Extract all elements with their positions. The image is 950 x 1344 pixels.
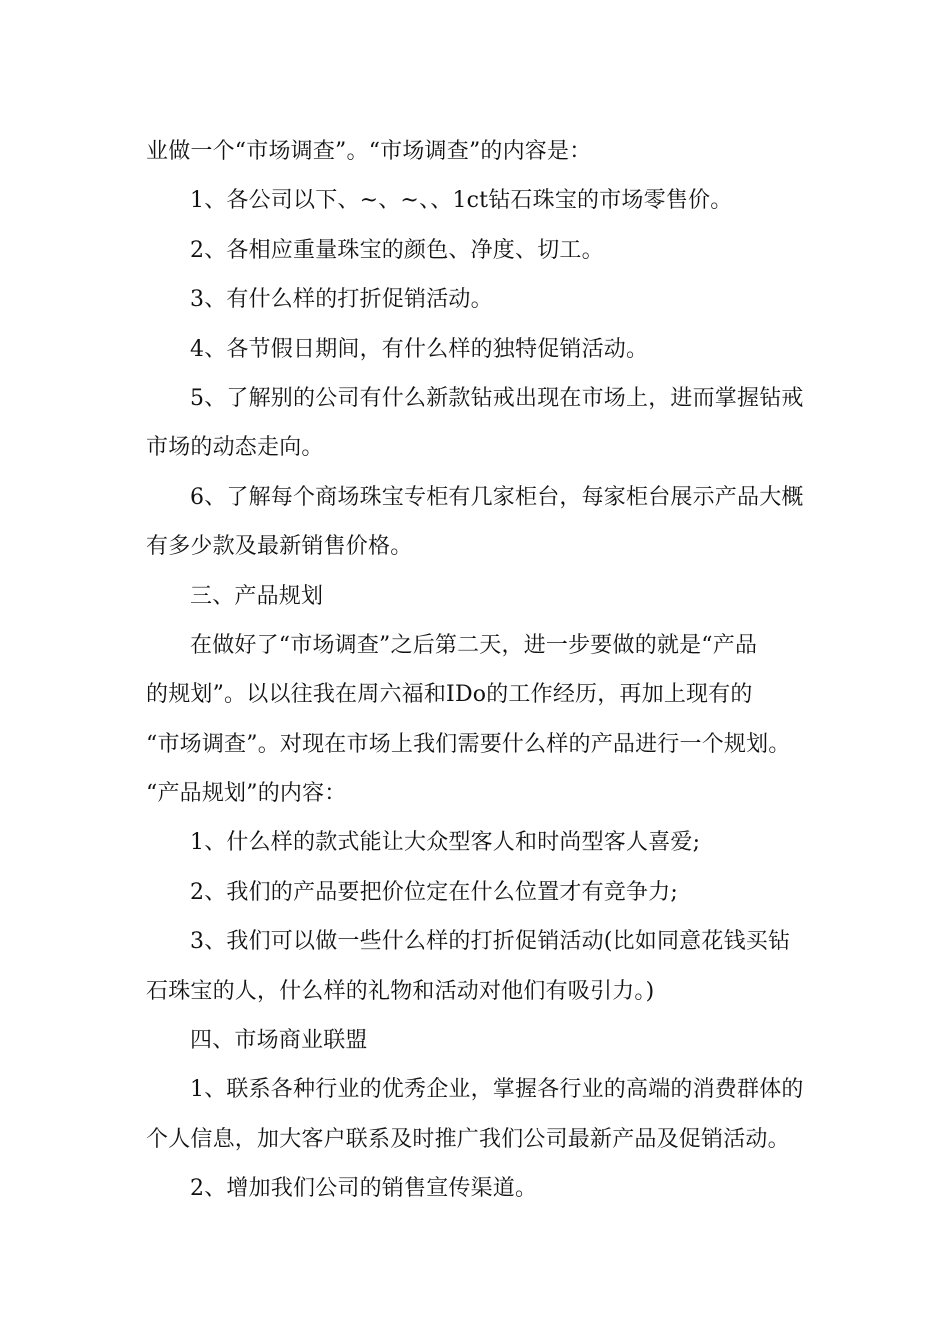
section-heading: 四、市场商业联盟 (190, 1028, 368, 1054)
text-line: 石珠宝的人，什么样的礼物和活动对他们有吸引力。) (146, 978, 655, 1004)
text-line: 4、各节假日期间，有什么样的独特促销活动。 (190, 336, 649, 362)
text-line: 在做好了“市场调查”之后第二天，进一步要做的就是“产品 (190, 632, 758, 658)
text-line: 3、我们可以做一些什么样的打折促销活动(比如同意花钱买钻 (190, 929, 791, 955)
text-line: 1、什么样的款式能让大众型客人和时尚型客人喜爱; (190, 830, 701, 856)
text-line: 个人信息，加大客户联系及时推广我们公司最新产品及促销活动。 (146, 1126, 790, 1152)
text-line: 有多少款及最新销售价格。 (146, 534, 413, 560)
text-line: 3、有什么样的打折促销活动。 (190, 287, 493, 313)
text-line: 2、增加我们公司的销售宣传渠道。 (190, 1176, 538, 1202)
document-body (146, 127, 826, 1214)
text-line: 的规划”。以以往我在周六福和IDo的工作经历，再加上现有的 (146, 682, 753, 708)
text-line: 2、各相应重量珠宝的颜色、净度、切工。 (190, 237, 604, 263)
text-line: “产品规划”的内容： (146, 781, 347, 807)
text-line: 1、联系各种行业的优秀企业，掌握各行业的高端的消费群体的 (190, 1077, 804, 1103)
text-line: 2、我们的产品要把价位定在什么位置才有竞争力; (190, 879, 679, 905)
section-heading: 三、产品规划 (190, 583, 324, 609)
text-line: 市场的动态走向。 (146, 435, 324, 461)
text-line: 6、了解每个商场珠宝专柜有几家柜台，每家柜台展示产品大概 (190, 484, 804, 510)
text-line: 1、各公司以下、~、~、、1ct钻石珠宝的市场零售价。 (190, 188, 733, 214)
text-line: 5、了解别的公司有什么新款钻戒出现在市场上，进而掌握钻戒 (190, 385, 804, 411)
text-line: 业做一个“市场调查”。“市场调查”的内容是： (146, 139, 592, 164)
text-line: “市场调查”。对现在市场上我们需要什么样的产品进行一个规划。 (146, 731, 791, 757)
